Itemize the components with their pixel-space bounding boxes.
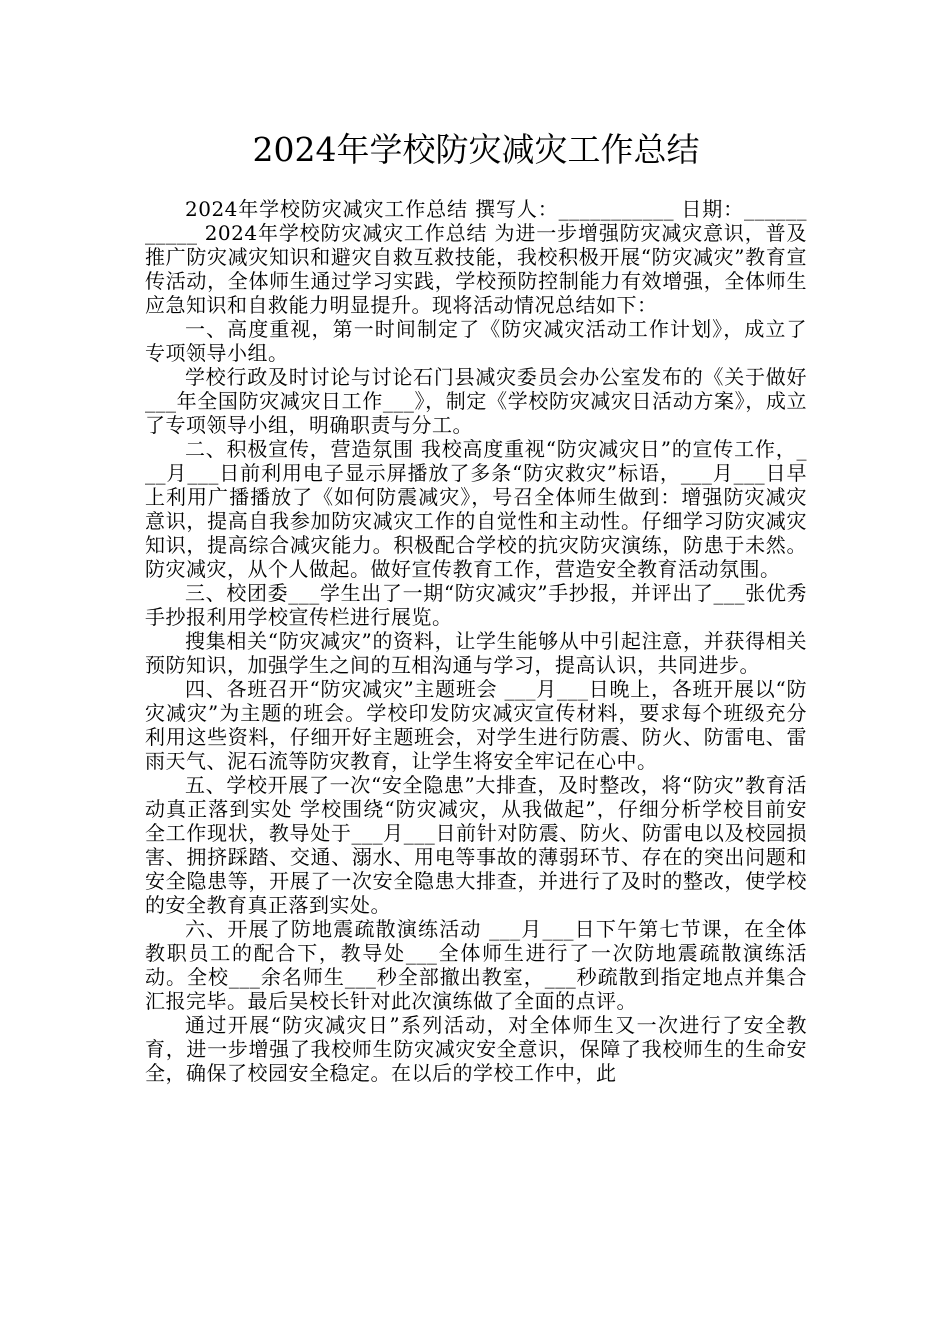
document-body <box>145 197 807 1085</box>
section-three-paragraph: 搜集相关“防灾减灾”的资料，让学生能够从中引起注意，并获得相关预防知识，加强学生之间的互相沟通与学习，提高认识，共同进步。 <box>145 629 807 677</box>
document-page <box>145 128 807 1085</box>
section-five-paragraph: 五、学校开展了一次“安全隐患”大排查，及时整改，将“防灾”教育活动真正落到实处 学校围绕“防灾减灾，从我做起”，仔细分析学校目前安全工作现状，教导处于___月___日前针对防震、防火、防雷电以及校园损害、拥挤踩踏、交通、溺水、用电等事故的薄弱环节、存在的突出问题和安全隐患等，开展了一次安全隐患大排查，并进行了及时的整改，使学校的安全教育真正落到实处。 <box>145 773 807 917</box>
section-six-paragraph: 六、开展了防地震疏散演练活动 ___月___日下午第七节课，在全体教职员工的配合下，教导处___全体师生进行了一次防地震疏散演练活动。全校___余名师生___秒全部撤出教室，___秒疏散到指定地点并集合汇报完毕。最后吴校长针对此次演练做了全面的点评。 <box>145 917 807 1013</box>
section-two-paragraph: 二、积极宣传，营造氛围 我校高度重视“防灾减灾日”的宣传工作，___月___日前利用电子显示屏播放了多条“防灾救灾”标语，___月___日早上利用广播播放了《如何防震减灾》，号召全体师生做到：增强防灾减灾意识，提高自我参加防灾减灾工作的自觉性和主动性。仔细学习防灾减灾知识，提高综合减灾能力。积极配合学校的抗灾防灾演练，防患于未然。防灾减灾，从个人做起。做好宣传教育工作，营造安全教育活动氛围。 <box>145 437 807 581</box>
section-four-paragraph: 四、各班召开“防灾减灾”主题班会 ___月___日晚上，各班开展以“防灾减灾”为主题的班会。学校印发防灾减灾宣传材料，要求每个班级充分利用这些资料，仔细开好主题班会，对学生进行防震、防火、防雷电、雷雨天气、泥石流等防灾教育，让学生将安全牢记在心中。 <box>145 677 807 773</box>
intro-paragraph: 2024年学校防灾减灾工作总结 撰写人：___________ 日期：___________ 2024年学校防灾减灾工作总结 为进一步增强防灾减灾意识，普及推广防灾减灾知识和避灾自救互救技能，我校积极开展“防灾减灾”教育宣传活动，全体师生通过学习实践，学校预防控制能力有效增强，全体师生应急知识和自救能力明显提升。现将活动情况总结如下： <box>145 197 807 317</box>
conclusion-paragraph: 通过开展“防灾减灾日”系列活动，对全体师生又一次进行了安全教育，进一步增强了我校师生防灾减灾安全意识，保障了我校师生的生命安全，确保了校园安全稳定。在以后的学校工作中，此 <box>145 1013 807 1085</box>
document-title: 2024年学校防灾减灾工作总结 <box>252 130 700 169</box>
section-one-heading: 一、高度重视，第一时间制定了《防灾减灾活动工作计划》，成立了专项领导小组。 <box>145 317 807 365</box>
section-three-heading: 三、校团委___学生出了一期“防灾减灾”手抄报，并评出了___张优秀手抄报利用学校宣传栏进行展览。 <box>145 581 807 629</box>
section-one-paragraph: 学校行政及时讨论与讨论石门县减灾委员会办公室发布的《关于做好___年全国防灾减灾日工作___》，制定《学校防灾减灾日活动方案》，成立了专项领导小组，明确职责与分工。 <box>145 365 807 437</box>
